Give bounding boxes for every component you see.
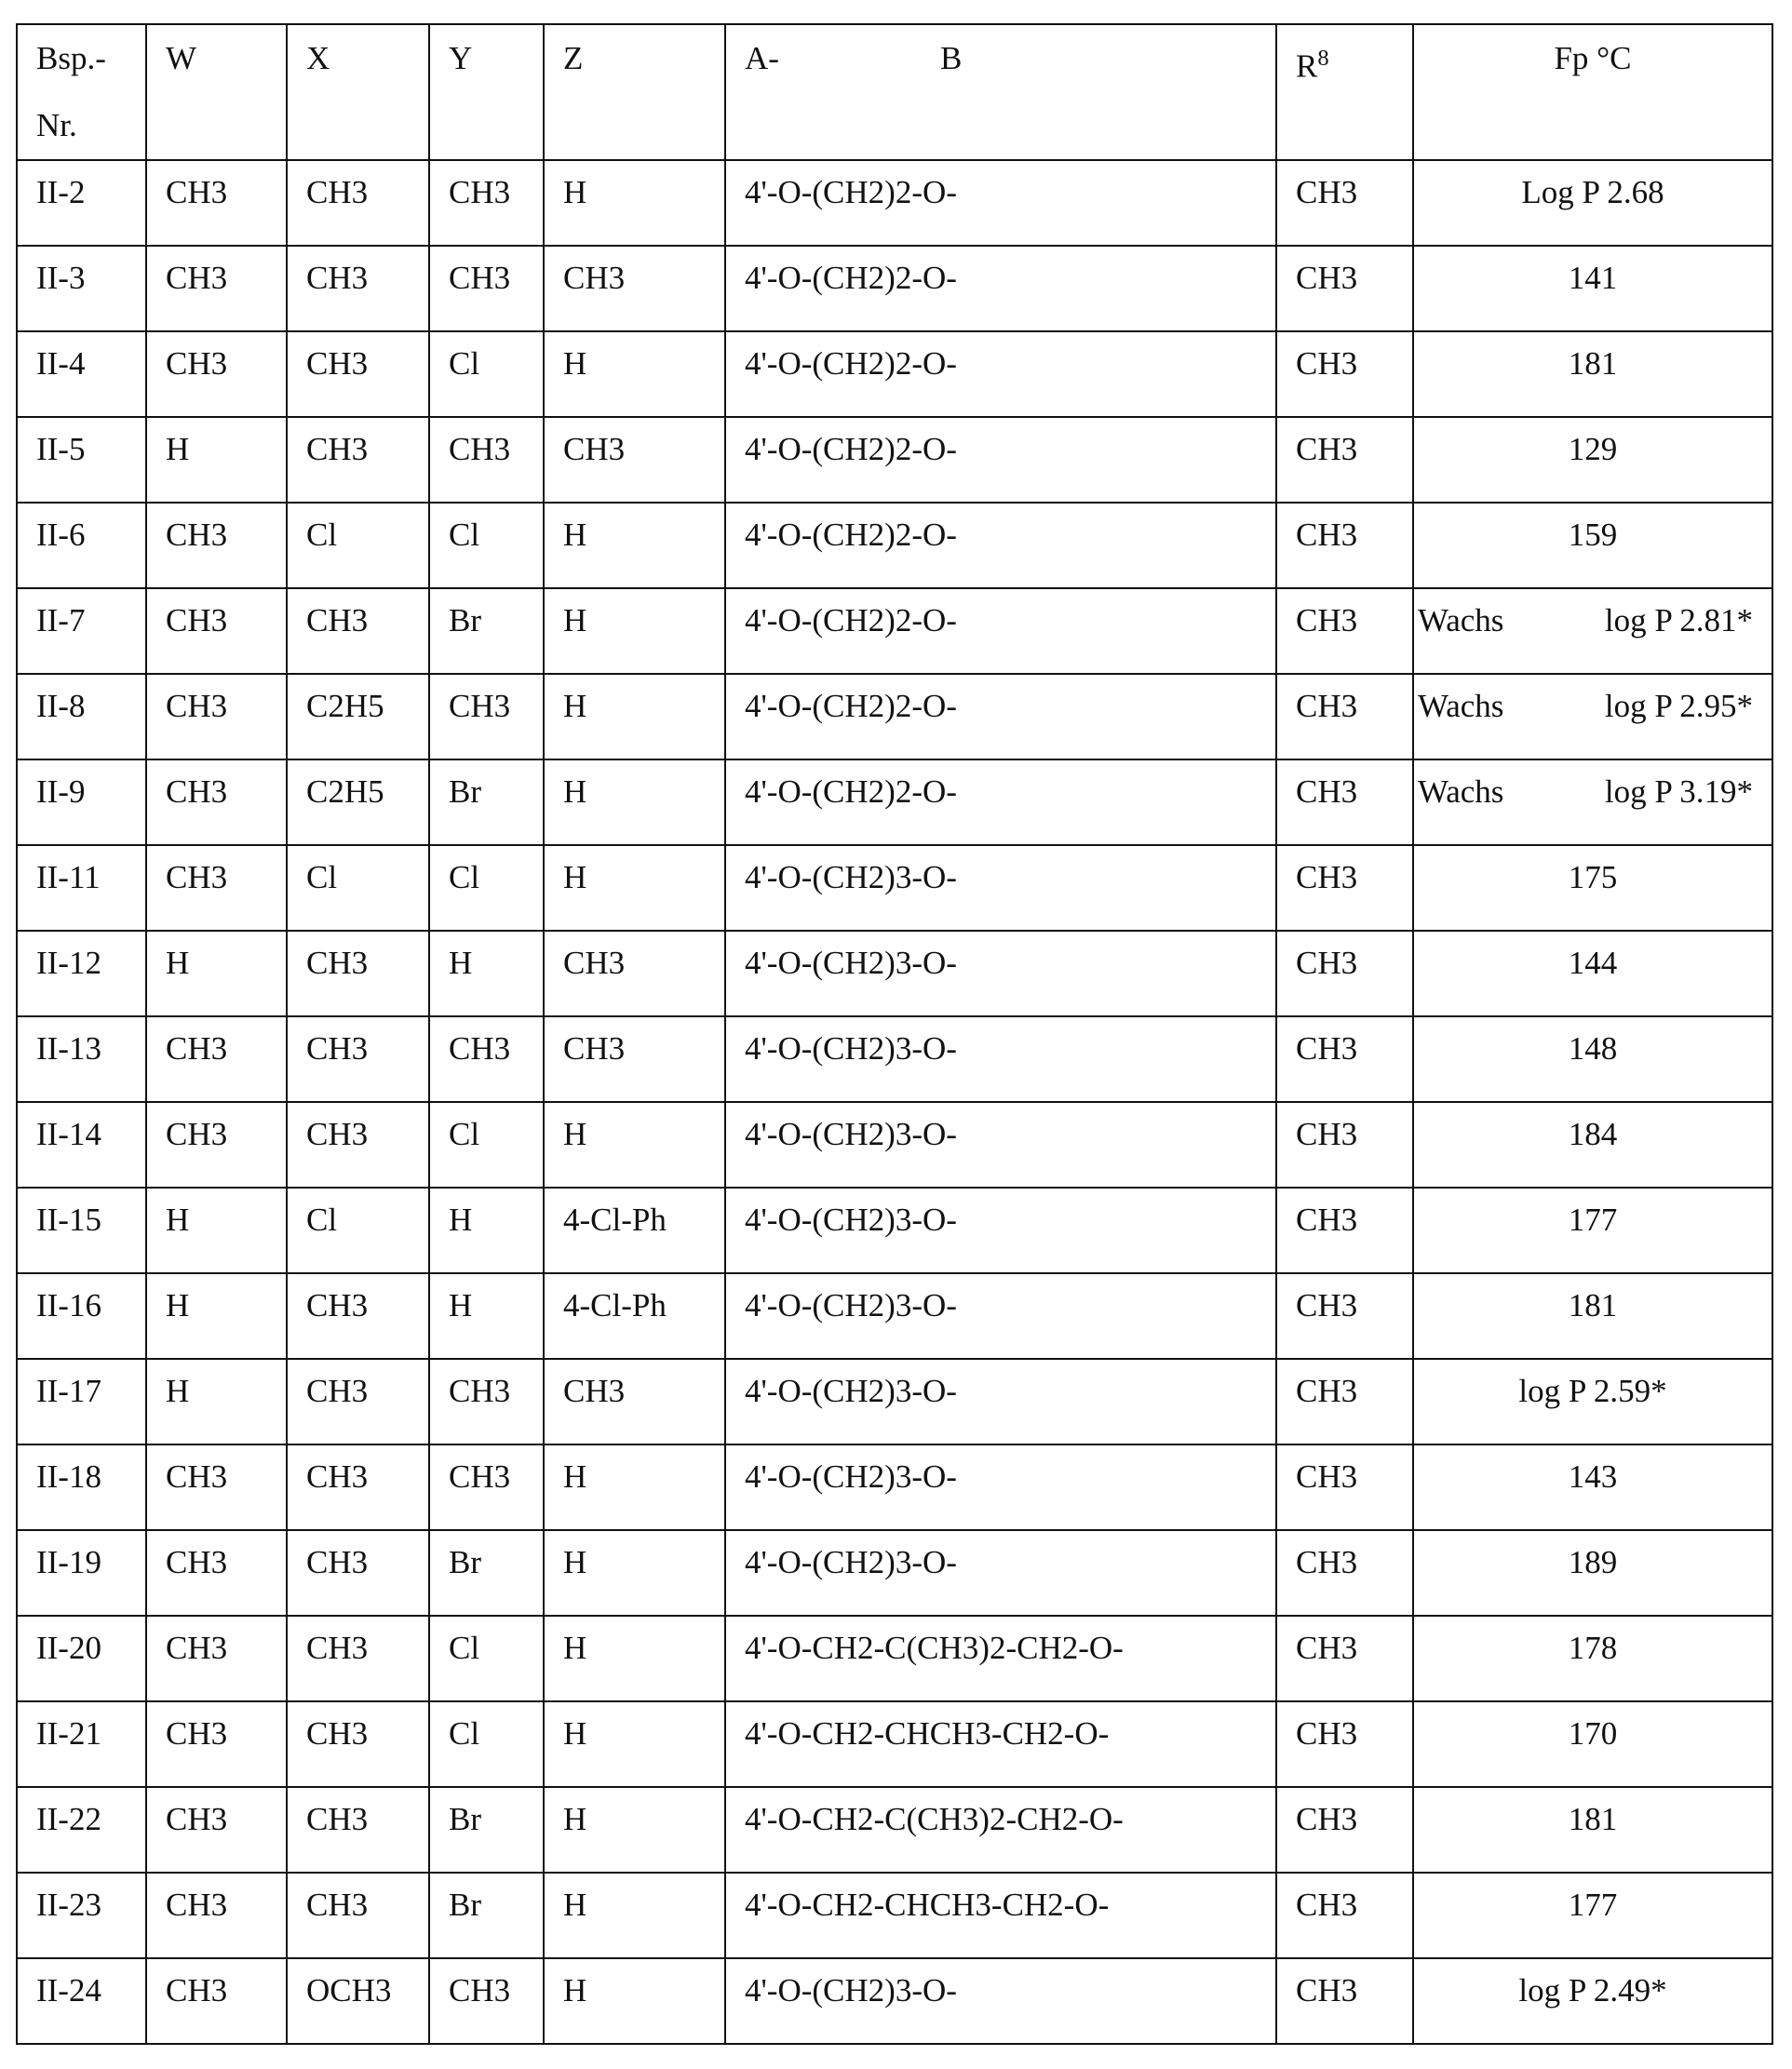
cell-z: H — [544, 845, 725, 931]
cell-w: CH3 — [146, 1102, 287, 1188]
cell-x: CH3 — [287, 1616, 429, 1701]
cell-x: CH3 — [287, 160, 429, 246]
cell-z: H — [544, 1530, 725, 1616]
cell-fp — [1413, 1273, 1772, 1359]
cell-r8: CH3 — [1276, 1787, 1413, 1873]
cell-z: H — [544, 1444, 725, 1530]
fp-value: log P 2.59* — [1518, 1373, 1666, 1409]
cell-y: CH3 — [429, 246, 544, 331]
table-row — [17, 759, 1772, 845]
cell-r8: CH3 — [1276, 503, 1413, 588]
cell-y: Br — [429, 588, 544, 674]
cell-r8: CH3 — [1276, 674, 1413, 759]
cell-y: Cl — [429, 1102, 544, 1188]
cell-w: CH3 — [146, 674, 287, 759]
fp-value: 144 — [1569, 945, 1618, 981]
cell-y: Br — [429, 1530, 544, 1616]
cell-z: 4-Cl-Ph — [544, 1188, 725, 1273]
cell-w: CH3 — [146, 246, 287, 331]
table-row — [17, 845, 1772, 931]
cell-ab: 4'-O-(CH2)2-O- — [725, 759, 1276, 845]
cell-y: Cl — [429, 1701, 544, 1787]
cell-fp — [1413, 674, 1772, 759]
cell-x: CH3 — [287, 588, 429, 674]
header-nr — [17, 24, 146, 160]
cell-r8: CH3 — [1276, 845, 1413, 931]
table-row — [17, 1444, 1772, 1530]
cell-ab: 4'-O-(CH2)2-O- — [725, 160, 1276, 246]
cell-ab: 4'-O-(CH2)2-O- — [725, 503, 1276, 588]
cell-z: 4-Cl-Ph — [544, 1273, 725, 1359]
cell-r8: CH3 — [1276, 1188, 1413, 1273]
cell-nr: II-20 — [17, 1616, 146, 1701]
fp-wachs: Wachs — [1418, 773, 1503, 811]
cell-ab: 4'-O-(CH2)2-O- — [725, 331, 1276, 417]
cell-z: CH3 — [544, 417, 725, 503]
cell-w: CH3 — [146, 160, 287, 246]
cell-nr: II-6 — [17, 503, 146, 588]
header-a: A- — [745, 40, 779, 76]
header-nr-line2: Nr. — [36, 107, 77, 143]
cell-w: CH3 — [146, 1873, 287, 1958]
cell-ab: 4'-O-CH2-C(CH3)2-CH2-O- — [725, 1787, 1276, 1873]
cell-w: H — [146, 417, 287, 503]
cell-y: Cl — [429, 503, 544, 588]
cell-y: Cl — [429, 845, 544, 931]
cell-r8: CH3 — [1276, 1701, 1413, 1787]
cell-z: H — [544, 1616, 725, 1701]
cell-x: CH3 — [287, 417, 429, 503]
cell-r8: CH3 — [1276, 1016, 1413, 1102]
fp-value: 148 — [1569, 1030, 1618, 1067]
fp-value: 178 — [1569, 1630, 1618, 1666]
fp-wachs-group — [1414, 773, 1772, 811]
cell-w: CH3 — [146, 845, 287, 931]
cell-r8: CH3 — [1276, 1359, 1413, 1444]
cell-fp — [1413, 931, 1772, 1016]
fp-wachs: Wachs — [1418, 602, 1503, 639]
cell-ab: 4'-O-(CH2)3-O- — [725, 1359, 1276, 1444]
cell-w: CH3 — [146, 1616, 287, 1701]
cell-ab: 4'-O-(CH2)3-O- — [725, 1016, 1276, 1102]
cell-z: H — [544, 674, 725, 759]
cell-x: Cl — [287, 845, 429, 931]
cell-fp — [1413, 331, 1772, 417]
cell-r8: CH3 — [1276, 1444, 1413, 1530]
cell-z: CH3 — [544, 1359, 725, 1444]
cell-r8: CH3 — [1276, 931, 1413, 1016]
table-row — [17, 674, 1772, 759]
cell-z: H — [544, 588, 725, 674]
cell-fp — [1413, 246, 1772, 331]
cell-w: CH3 — [146, 1530, 287, 1616]
cell-w: CH3 — [146, 1444, 287, 1530]
header-y: Y — [429, 24, 544, 160]
cell-nr: II-17 — [17, 1359, 146, 1444]
cell-y: CH3 — [429, 1359, 544, 1444]
fp-value: 184 — [1569, 1116, 1618, 1152]
cell-z: CH3 — [544, 1016, 725, 1102]
cell-y: Cl — [429, 331, 544, 417]
cell-fp — [1413, 1787, 1772, 1873]
cell-z: H — [544, 160, 725, 246]
header-w: W — [146, 24, 287, 160]
cell-w: CH3 — [146, 1701, 287, 1787]
cell-x: CH3 — [287, 331, 429, 417]
cell-w: CH3 — [146, 1958, 287, 2044]
cell-fp — [1413, 845, 1772, 931]
cell-fp — [1413, 160, 1772, 246]
cell-z: H — [544, 1102, 725, 1188]
cell-y: CH3 — [429, 674, 544, 759]
compound-table — [16, 23, 1773, 2045]
cell-nr: II-5 — [17, 417, 146, 503]
cell-ab: 4'-O-(CH2)3-O- — [725, 1958, 1276, 2044]
fp-value: log P 3.19* — [1605, 773, 1753, 811]
cell-nr: II-22 — [17, 1787, 146, 1873]
cell-x: Cl — [287, 503, 429, 588]
fp-value: 175 — [1569, 859, 1618, 895]
cell-ab: 4'-O-CH2-CHCH3-CH2-O- — [725, 1701, 1276, 1787]
table-row — [17, 931, 1772, 1016]
cell-w: CH3 — [146, 588, 287, 674]
fp-value: 189 — [1569, 1544, 1618, 1580]
table-row — [17, 1273, 1772, 1359]
cell-r8: CH3 — [1276, 246, 1413, 331]
cell-fp — [1413, 759, 1772, 845]
cell-w: H — [146, 1188, 287, 1273]
cell-nr: II-3 — [17, 246, 146, 331]
cell-nr: II-14 — [17, 1102, 146, 1188]
cell-y: CH3 — [429, 417, 544, 503]
cell-nr: II-12 — [17, 931, 146, 1016]
cell-x: CH3 — [287, 1444, 429, 1530]
cell-r8: CH3 — [1276, 1273, 1413, 1359]
cell-fp — [1413, 1359, 1772, 1444]
header-x: X — [287, 24, 429, 160]
cell-nr: II-24 — [17, 1958, 146, 2044]
fp-value: log P 2.49* — [1518, 1972, 1666, 2009]
cell-w: H — [146, 1359, 287, 1444]
cell-ab: 4'-O-(CH2)3-O- — [725, 1188, 1276, 1273]
cell-fp — [1413, 417, 1772, 503]
cell-nr: II-7 — [17, 588, 146, 674]
cell-x: CH3 — [287, 1530, 429, 1616]
table-row — [17, 588, 1772, 674]
header-nr-line1: Bsp.- — [36, 40, 106, 76]
header-z: Z — [544, 24, 725, 160]
cell-r8: CH3 — [1276, 759, 1413, 845]
table-row — [17, 1787, 1772, 1873]
cell-y: H — [429, 931, 544, 1016]
cell-nr: II-11 — [17, 845, 146, 931]
cell-x: OCH3 — [287, 1958, 429, 2044]
cell-w: CH3 — [146, 759, 287, 845]
table-row — [17, 1616, 1772, 1701]
cell-r8: CH3 — [1276, 1616, 1413, 1701]
cell-z: H — [544, 1701, 725, 1787]
cell-fp — [1413, 1016, 1772, 1102]
cell-x: Cl — [287, 1188, 429, 1273]
cell-ab: 4'-O-CH2-C(CH3)2-CH2-O- — [725, 1616, 1276, 1701]
cell-nr: II-13 — [17, 1016, 146, 1102]
header-a-b — [725, 24, 1276, 160]
cell-nr: II-2 — [17, 160, 146, 246]
fp-value: 181 — [1569, 1801, 1618, 1837]
cell-w: CH3 — [146, 1787, 287, 1873]
fp-value: 177 — [1569, 1202, 1618, 1238]
cell-fp — [1413, 588, 1772, 674]
fp-value: log P 2.95* — [1605, 688, 1753, 725]
table-row — [17, 246, 1772, 331]
cell-ab: 4'-O-(CH2)3-O- — [725, 1530, 1276, 1616]
table-row — [17, 160, 1772, 246]
cell-w: CH3 — [146, 503, 287, 588]
cell-y: CH3 — [429, 1016, 544, 1102]
cell-y: CH3 — [429, 1444, 544, 1530]
cell-nr: II-9 — [17, 759, 146, 845]
cell-r8: CH3 — [1276, 331, 1413, 417]
cell-fp — [1413, 1958, 1772, 2044]
cell-fp — [1413, 1444, 1772, 1530]
cell-x: CH3 — [287, 1701, 429, 1787]
cell-z: H — [544, 759, 725, 845]
cell-y: Br — [429, 1873, 544, 1958]
fp-value: log P 2.81* — [1605, 602, 1753, 639]
table-row — [17, 417, 1772, 503]
table-row — [17, 1016, 1772, 1102]
cell-z: H — [544, 1958, 725, 2044]
fp-value: 177 — [1569, 1887, 1618, 1923]
cell-x: CH3 — [287, 1787, 429, 1873]
cell-nr: II-23 — [17, 1873, 146, 1958]
fp-wachs-group — [1414, 602, 1772, 639]
cell-r8: CH3 — [1276, 1530, 1413, 1616]
cell-nr: II-15 — [17, 1188, 146, 1273]
cell-ab: 4'-O-(CH2)3-O- — [725, 931, 1276, 1016]
table-row — [17, 503, 1772, 588]
header-row — [17, 24, 1772, 160]
fp-value: 129 — [1569, 431, 1618, 467]
fp-value: 170 — [1569, 1715, 1618, 1752]
cell-y: H — [429, 1188, 544, 1273]
cell-z: CH3 — [544, 931, 725, 1016]
table-row — [17, 1102, 1772, 1188]
cell-x: C2H5 — [287, 759, 429, 845]
cell-r8: CH3 — [1276, 417, 1413, 503]
cell-nr: II-21 — [17, 1701, 146, 1787]
cell-r8: CH3 — [1276, 1873, 1413, 1958]
table-row — [17, 1530, 1772, 1616]
cell-y: CH3 — [429, 1958, 544, 2044]
cell-ab: 4'-O-(CH2)3-O- — [725, 1273, 1276, 1359]
fp-value: Log P 2.68 — [1521, 174, 1664, 210]
cell-x: CH3 — [287, 1359, 429, 1444]
cell-fp — [1413, 1616, 1772, 1701]
cell-w: H — [146, 1273, 287, 1359]
header-fp: Fp °C — [1413, 24, 1772, 160]
cell-x: CH3 — [287, 1102, 429, 1188]
fp-value: 143 — [1569, 1458, 1618, 1495]
cell-x: CH3 — [287, 1273, 429, 1359]
cell-r8: CH3 — [1276, 1102, 1413, 1188]
cell-ab: 4'-O-(CH2)3-O- — [725, 1102, 1276, 1188]
cell-x: CH3 — [287, 931, 429, 1016]
cell-z: H — [544, 503, 725, 588]
header-r: R — [1296, 48, 1317, 85]
cell-nr: II-4 — [17, 331, 146, 417]
cell-w: CH3 — [146, 1016, 287, 1102]
cell-y: Cl — [429, 1616, 544, 1701]
fp-value: 181 — [1569, 345, 1618, 382]
cell-nr: II-18 — [17, 1444, 146, 1530]
cell-fp — [1413, 1102, 1772, 1188]
table-row — [17, 1188, 1772, 1273]
header-r8 — [1276, 24, 1413, 160]
header-r8-superscript: 8 — [1317, 46, 1328, 71]
cell-ab: 4'-O-(CH2)2-O- — [725, 588, 1276, 674]
fp-value: 159 — [1569, 517, 1618, 553]
cell-z: H — [544, 1873, 725, 1958]
table-row — [17, 1359, 1772, 1444]
cell-ab: 4'-O-CH2-CHCH3-CH2-O- — [725, 1873, 1276, 1958]
cell-y: Br — [429, 1787, 544, 1873]
cell-w: H — [146, 931, 287, 1016]
header-b: B — [940, 25, 962, 92]
cell-fp — [1413, 1188, 1772, 1273]
fp-value: 141 — [1569, 260, 1618, 296]
cell-y: Br — [429, 759, 544, 845]
cell-r8: CH3 — [1276, 160, 1413, 246]
cell-z: H — [544, 1787, 725, 1873]
cell-fp — [1413, 1873, 1772, 1958]
cell-x: C2H5 — [287, 674, 429, 759]
cell-ab: 4'-O-(CH2)2-O- — [725, 674, 1276, 759]
table-row — [17, 331, 1772, 417]
cell-z: CH3 — [544, 246, 725, 331]
cell-y: H — [429, 1273, 544, 1359]
cell-r8: CH3 — [1276, 588, 1413, 674]
cell-fp — [1413, 1530, 1772, 1616]
cell-nr: II-19 — [17, 1530, 146, 1616]
cell-ab: 4'-O-(CH2)2-O- — [725, 246, 1276, 331]
cell-x: CH3 — [287, 1873, 429, 1958]
cell-nr: II-16 — [17, 1273, 146, 1359]
cell-x: CH3 — [287, 1016, 429, 1102]
fp-value: 181 — [1569, 1287, 1618, 1323]
cell-r8: CH3 — [1276, 1958, 1413, 2044]
cell-z: H — [544, 331, 725, 417]
cell-ab: 4'-O-(CH2)2-O- — [725, 417, 1276, 503]
cell-ab: 4'-O-(CH2)3-O- — [725, 1444, 1276, 1530]
cell-w: CH3 — [146, 331, 287, 417]
fp-wachs-group — [1414, 688, 1772, 725]
table-row — [17, 1958, 1772, 2044]
fp-wachs: Wachs — [1418, 688, 1503, 725]
cell-x: CH3 — [287, 246, 429, 331]
cell-nr: II-8 — [17, 674, 146, 759]
cell-ab: 4'-O-(CH2)3-O- — [725, 845, 1276, 931]
table-row — [17, 1873, 1772, 1958]
table-row — [17, 1701, 1772, 1787]
cell-fp — [1413, 503, 1772, 588]
cell-fp — [1413, 1701, 1772, 1787]
cell-y: CH3 — [429, 160, 544, 246]
